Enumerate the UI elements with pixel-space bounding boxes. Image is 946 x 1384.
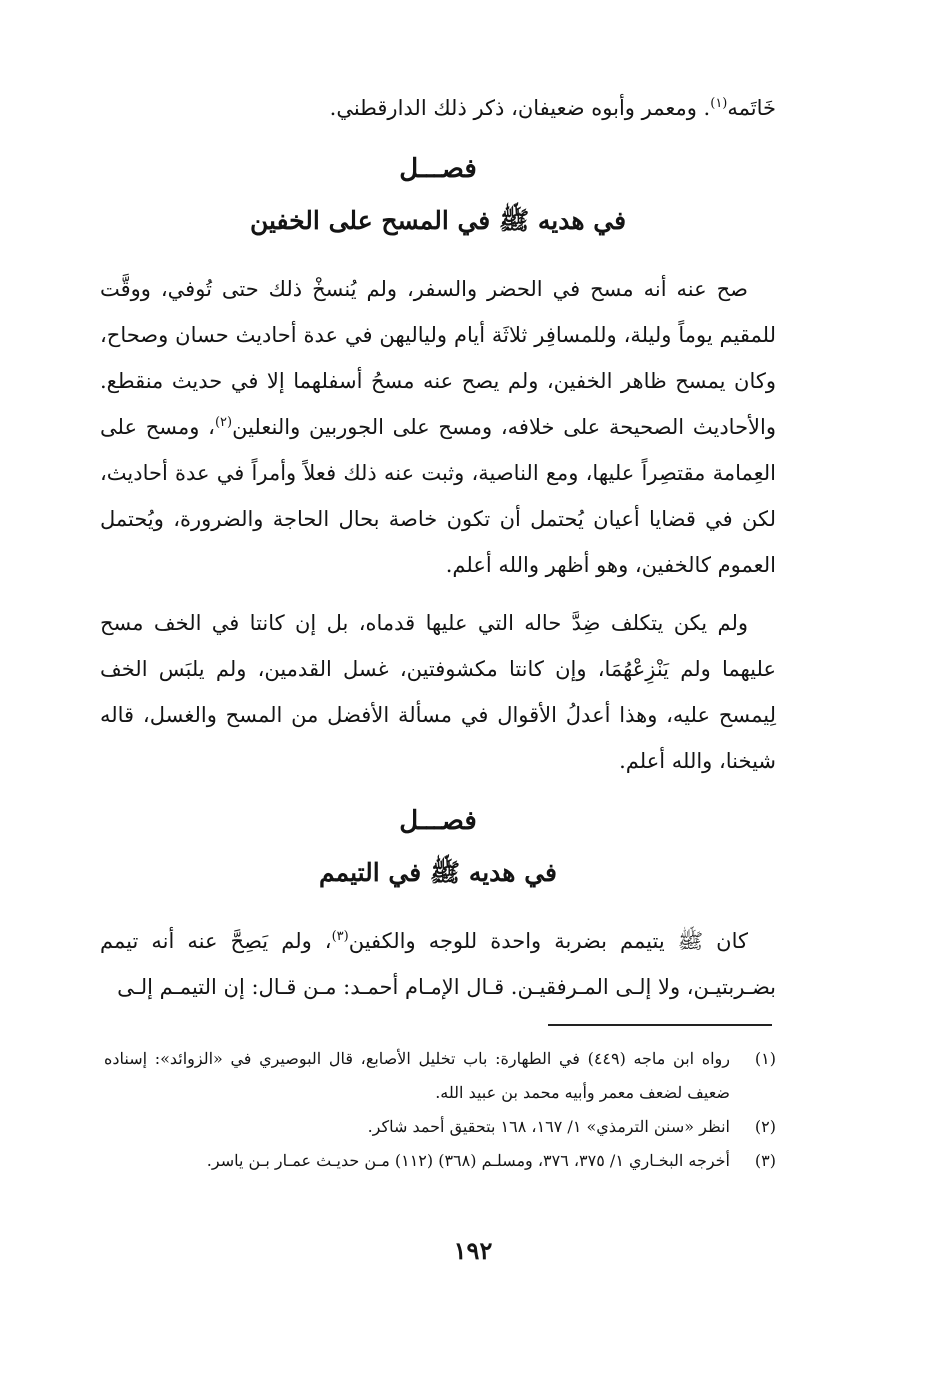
paragraph-wiping-2: ولم يكن يتكلف ضِدَّ حاله التي عليها قدماه، بل إن كانتا في الخف مسح عليهما ولم يَنْزِعْهُمَا، وإن كانتا مكشوفتين، غسل القدمين، ولم يلبَس الخف لِيمسح عليه، وهذا أعدلُ الأقوال في مسألة الأفضل من المسح والغسل، قاله شيخنا، والله أعلم.: [100, 611, 776, 773]
paragraph-continuation: [100, 84, 776, 132]
footnotes: [104, 1042, 776, 1178]
text-run: خَاتَمه: [727, 96, 776, 120]
section-subtitle-tayammum: في هديه ﷺ في التيمم: [318, 858, 557, 887]
footnote-3: [104, 1144, 776, 1178]
main-text: [100, 84, 776, 1010]
paragraph-wiping-1: [100, 266, 776, 588]
footnote-separator: [548, 1024, 772, 1026]
footnote-ref-3: (٣): [331, 929, 349, 944]
spacer: [100, 254, 776, 266]
footnote-ref-1: (١): [710, 96, 728, 111]
footnote-text: أخرجه البخـاري ١/ ٣٧٥، ٣٧٦، ومسلـم (٣٦٨) (١١٢) مـن حديـث عمـار بـن ياسر.: [206, 1151, 730, 1170]
spacer: [100, 588, 776, 600]
text-run: صح عنه أنه مسح في الحضر والسفر، ولم يُنسخْ ذلك حتى تُوفي، ووقَّت للمقيم يوماً وليلة، وللمسافِر ثلاثَة أيام ولياليهن في عدة أحاديث حسان وصحاح، وكان يمسح ظاهر الخفين، ولم يصح عنه مسحُ أسفلهما إلا في حديث منقطع. والأحاديث الصحيحة على خلافه، ومسح على الجوربين والنعلين: [100, 277, 777, 439]
footnote-ref-2: (٢): [214, 415, 233, 430]
section-heading-fasl-1: فصـــل: [399, 154, 477, 184]
paragraph-tayammum: [100, 918, 776, 1010]
spacer: [100, 132, 776, 144]
text-run: ، ومسح على العِمامة مقتصِراً عليها، ومع الناصية، وثبت عنه ذلك فعلاً وأمراً في عدة أحاديث، لكن في قضايا أعيان يُحتمل أن تكون خاصة بحال الحاجة والضرورة، ويُحتمل العموم كالخفين، وهو أظهر والله أعلم.: [100, 415, 776, 577]
text-run: كان ﷺ يتيمم بضربة واحدة للوجه والكفين: [348, 929, 748, 953]
text-run: ، ولم يَصِحَّ عنه أنه تيمم بضـربتيـن، ولا إلـى المـرفقيـن. قـال الإمـام أحمـد: مـن قـال: إن التيمـم إلـى: [100, 929, 776, 999]
footnote-number: (٢): [754, 1117, 776, 1136]
footnote-text: رواه ابن ماجه (٤٤٩) في الطهارة: باب تخليل الأصابع، قال البوصيري في «الزوائد»: إسناده ضعيف لضعف معمر وأبيه محمد بن عبيد الله.: [104, 1049, 730, 1102]
section-heading-fasl-2: فصـــل: [399, 806, 477, 836]
section-subtitle-wiping-khuffs: في هديه ﷺ في المسح على الخفين: [249, 206, 627, 235]
spacer: [100, 784, 776, 796]
footnote-text: انظر «سنن الترمذي» ١/ ١٦٧، ١٦٨ بتحقيق أحمد شاكر.: [367, 1117, 730, 1136]
footnote-1: [104, 1042, 776, 1110]
text-run: . ومعمر وأبوه ضعيفان، ذكر ذلك الدارقطني.: [329, 96, 711, 120]
spacer: [100, 906, 776, 918]
footnote-number: (١): [754, 1049, 776, 1068]
footnote-2: [104, 1110, 776, 1144]
footnote-number: (٣): [754, 1151, 776, 1170]
page-number: ١٩٢: [453, 1236, 493, 1265]
